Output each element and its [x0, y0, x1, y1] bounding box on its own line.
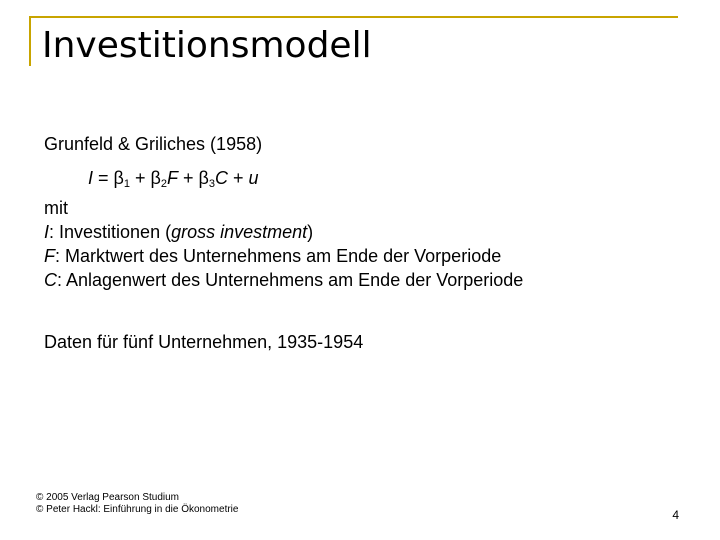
data-note: Daten für fünf Unternehmen, 1935-1954: [44, 332, 364, 352]
slide-title: Investitionsmodell: [42, 25, 372, 66]
eq-sub-2: 2: [160, 178, 168, 190]
eq-lhs: I: [88, 168, 94, 188]
footer-line-2: © Peter Hackl: Einführung in die Ökonometrie: [36, 504, 239, 515]
variable-definitions: [44, 196, 523, 292]
eq-equals: =: [93, 168, 114, 188]
eq-var-c: C: [215, 168, 229, 188]
footer-line-1: © 2005 Verlag Pearson Studium: [36, 492, 180, 503]
eq-plus-2: +: [178, 168, 199, 188]
eq-beta-3: β: [198, 168, 209, 188]
title-frame-left: [29, 16, 31, 66]
definition-f-text: : Marktwert des Unternehmens am Ende der Vorperiode: [55, 246, 502, 266]
eq-beta-2: β: [150, 168, 161, 188]
definition-f-symbol: F: [44, 246, 55, 266]
page-number: 4: [672, 508, 679, 522]
definition-i-text-before: : Investitionen (: [49, 222, 172, 242]
model-equation: [88, 166, 259, 190]
definition-i-italic: gross investment: [171, 222, 308, 242]
definition-c-symbol: C: [44, 270, 57, 290]
eq-plus-1: +: [130, 168, 151, 188]
eq-beta-1: β: [113, 168, 124, 188]
definition-f: [44, 244, 523, 268]
eq-var-u: u: [248, 168, 259, 188]
definitions-intro: mit: [44, 198, 68, 218]
definition-i-symbol: I: [44, 222, 50, 242]
definition-c: [44, 268, 523, 292]
eq-var-f: F: [167, 168, 179, 188]
footer-copyright: [36, 492, 238, 516]
title-frame-top: [29, 16, 678, 18]
definition-i-text-after: ): [307, 222, 314, 242]
eq-sub-3: 3: [208, 178, 216, 190]
eq-sub-1: 1: [123, 178, 131, 190]
eq-plus-3: +: [228, 168, 249, 188]
citation: Grunfeld & Griliches (1958): [44, 134, 263, 154]
definition-i: [44, 220, 523, 244]
definition-c-text: : Anlagenwert des Unternehmens am Ende der Vorperiode: [57, 270, 524, 290]
